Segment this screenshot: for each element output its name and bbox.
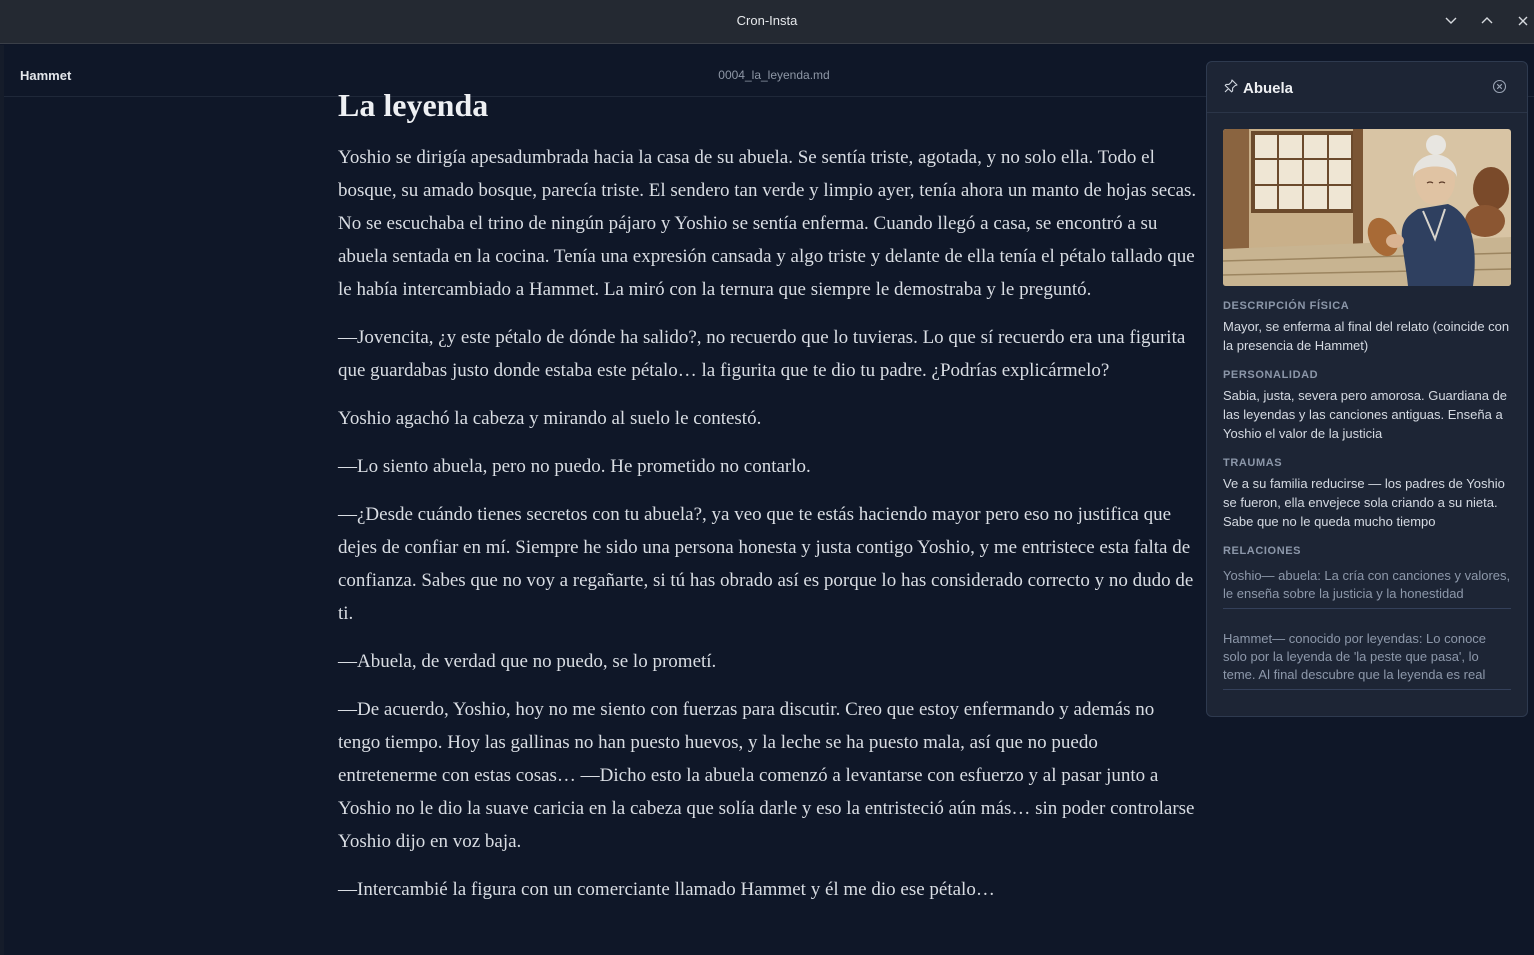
window-titlebar [0,0,1534,44]
close-icon[interactable] [1515,13,1531,29]
paragraph: —Intercambié la figura con un comerciante llamado Hammet y él me dio ese pétalo… [338,879,995,900]
paragraph: —Lo siento abuela, pero no puedo. He prometido no contarlo. [338,456,811,477]
personality-text: Sabia, justa, severa pero amorosa. Guardiana de las leyendas y las canciones antiguas. Enseña a Yoshio el valor de la justicia [1223,388,1508,441]
paragraph: Yoshio se dirigía apesadumbrada hacia la casa de su abuela. Se sentía triste, agotada, y no solo ella. Todo el bosque, su amado bosque, parecía triste. El sendero tan verde y limpio ayer, tenía ahora un manto de hojas secas. No se escuchaba el trino de ningún pájaro y Yoshio se sentía enferma. Cuando llegó a casa, se encontró a su abuela sentada en la cocina. Tenía una expresión cansada y algo triste y delante de ella tenía el pétalo tallado que le había intercambiado a Hammet. La miró con la ternura que siempre le demostraba y le preguntó. [338,147,1197,300]
chevron-up-icon[interactable] [1479,13,1495,29]
paragraph: Yoshio agachó la cabeza y mirando al suelo le contestó. [338,408,762,429]
paragraph: —Jovencita, ¿y este pétalo de dónde ha salido?, no recuerdo que lo tuvieras. Lo que sí recuerdo era una figurita que guardabas justo donde estaba este pétalo… la figurita que te dio tu padre. ¿Podrías explicármelo? [338,327,1186,381]
window-title: Cron-Insta [736,13,798,28]
pin-icon[interactable] [1224,79,1238,98]
traumas-text: Ve a su familia reducirse — los padres de Yoshio se fueron, ella envejece sola criando a su nieta. Sabe que no le queda mucho tiempo [1223,476,1505,529]
physical-description-text: Mayor, se enferma al final del relato (coincide con la presencia de Hammet) [1223,319,1510,353]
personality-label: PERSONALIDAD [1223,369,1319,381]
file-name: 0004_la_leyenda.md [718,68,830,82]
project-name[interactable]: Hammet [20,68,72,83]
paragraph: —Abuela, de verdad que no puedo, se lo prometí. [338,651,717,672]
relations-label: RELACIONES [1223,545,1302,557]
close-circle-icon[interactable] [1492,79,1507,99]
document-content[interactable] [338,85,1200,921]
document-heading: La leyenda [338,87,489,123]
relation-item[interactable]: Hammet— conocido por leyendas: Lo conoce solo por la leyenda de 'la peste que pasa', lo teme. Al final descubre que la leyenda es real [1223,630,1511,690]
character-panel [1206,61,1528,717]
paragraph: —De acuerdo, Yoshio, hoy no me siento con fuerzas para discutir. Creo que estoy enfermando y además no tengo tiempo. Hoy las gallinas no han puesto huevos, y la leche se ha puesto mala, así que no puedo entretenerme con estas cosas… —Dicho esto la abuela comenzó a levantarse con esfuerzo y al pasar junto a Yoshio no le dio la suave caricia en la cabeza que solía darle y eso la entristeció aún más… sin poder controlarse Yoshio dijo en voz baja. [338,699,1195,852]
character-name: Abuela [1243,80,1294,97]
paragraph: —¿Desde cuándo tienes secretos con tu abuela?, ya veo que te estás haciendo mayor pero eso no justifica que dejes de confiar en mí. Siempre he sido una persona honesta y justa contigo Yoshio, y me entristece esta falta de confianza. Sabes que no voy a regañarte, si tú has obrado así es porque lo has considerado correcto y no dudo de ti. [338,504,1194,624]
chevron-down-icon[interactable] [1443,13,1459,29]
character-panel-header [1207,62,1527,113]
relation-item[interactable]: Yoshio— abuela: La cría con canciones y valores, le enseña sobre la justicia y la honestidad [1223,567,1511,609]
character-portrait [1223,129,1511,286]
traumas-label: TRAUMAS [1223,457,1283,469]
physical-description-label: DESCRIPCIÓN FÍSICA [1223,300,1350,312]
